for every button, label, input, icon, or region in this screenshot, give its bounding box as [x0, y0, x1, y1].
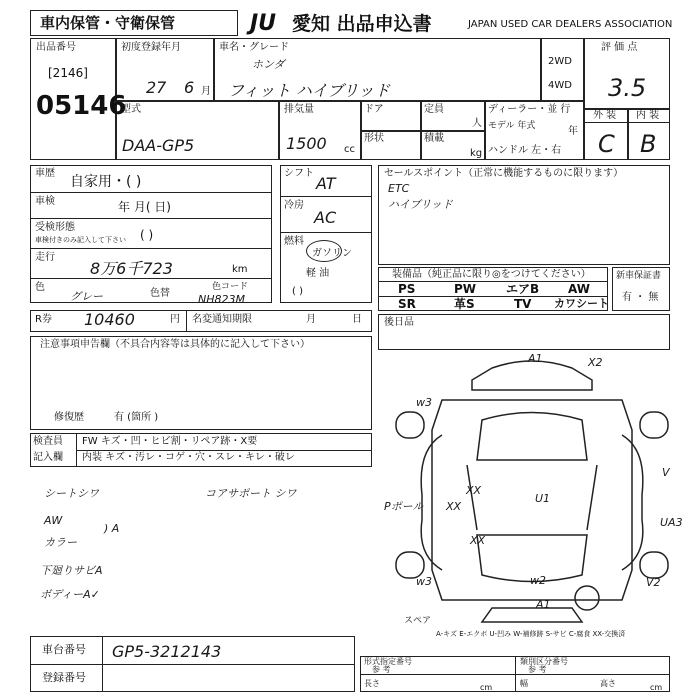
note-body: ボディーA✓ — [40, 588, 100, 601]
sales-point-label: セールスポイント（正常に機能するものに限ります） — [384, 168, 624, 179]
chassis-label: 車台番号 — [42, 643, 86, 656]
registration-year: 27 — [146, 78, 167, 97]
spec-ref-2: 参 考 — [528, 665, 547, 674]
after-day-frame — [378, 314, 670, 350]
warranty-options: 有 ・ 無 — [622, 292, 659, 303]
sales-point-item-2: ハイブリッド — [388, 198, 453, 211]
inspector-row-1: FW キズ・凹・ヒビ割・リペア跡・X要 — [82, 436, 258, 447]
equip-sr: SR — [398, 297, 416, 311]
lot-small-code: [2146] — [48, 66, 88, 80]
score-value: 3.5 — [608, 74, 647, 102]
mark-xx-low: XX — [470, 534, 486, 547]
equip-airbag: エアB — [506, 282, 540, 296]
repair-value: 有 (箇所 ) — [114, 412, 159, 423]
mark-ua3: UA3 — [660, 516, 683, 529]
note-underbody: 下廻りサビA — [40, 564, 103, 577]
shape-label: 形状 — [364, 133, 384, 144]
ju-logo: JU — [250, 11, 277, 36]
capacity-label: 定員 — [424, 104, 444, 115]
mark-w2: w2 — [530, 574, 546, 587]
equip-leather: 革S — [454, 297, 475, 311]
history-label: 車歴 — [35, 168, 55, 179]
equip-aw: AW — [568, 282, 590, 296]
mileage-value: 8万6千723 — [90, 259, 173, 278]
mark-a1-low: A1 — [536, 598, 551, 611]
type-value: DAA-GP5 — [122, 136, 195, 155]
year-unit: 年 — [568, 126, 578, 137]
aircon-label: 冷房 — [284, 200, 304, 211]
notice-label: 名変通知期限 — [192, 314, 252, 325]
equip-ps: PS — [398, 282, 416, 296]
notice-day: 日 — [352, 314, 362, 325]
spec-class-label: 類別区分番号 — [520, 657, 568, 666]
inspection-label: 車検 — [35, 196, 55, 207]
equip-tv: TV — [514, 297, 532, 311]
repair-label: 修復歴 — [54, 412, 84, 423]
load-unit: kg — [470, 148, 483, 159]
drive-2wd: 2WD — [548, 56, 572, 67]
chassis-value: GP5-3212143 — [112, 642, 222, 661]
model-maker: ホンダ — [252, 58, 285, 71]
color-change-label: 色替 — [150, 288, 170, 299]
type-label: 型式 — [121, 104, 141, 115]
spec-cm-1: cm — [480, 683, 493, 692]
displacement-label: 排気量 — [284, 104, 314, 115]
shift-label: シフト — [284, 168, 314, 179]
spec-ref-1: 参 考 — [372, 665, 391, 674]
capacity-unit: 人 — [472, 118, 482, 129]
mark-top-a1: A1 — [528, 352, 543, 365]
note-aw: AW — [44, 514, 63, 527]
fuel-paren: ( ) — [292, 286, 303, 297]
after-day-label: 後日品 — [384, 317, 414, 328]
warranty-label: 新車保証書 — [616, 271, 662, 281]
equip-seat: カワシート — [554, 297, 609, 310]
color-label: 色 — [35, 282, 45, 293]
note-color: カラー — [44, 536, 77, 549]
form-title: 愛知 出品申込書 — [292, 13, 432, 35]
mark-w3-left: w3 — [416, 396, 432, 409]
score-int-label: 内 装 — [636, 110, 660, 121]
inspector-row-2: 内装 キズ・汚レ・コゲ・穴・スレ・キレ・破レ — [82, 452, 295, 463]
lot-number: 05146 — [36, 91, 127, 121]
recycle-unit: 円 — [170, 314, 180, 325]
mark-right-v: V — [662, 466, 670, 479]
note-core-support: コアサポート シワ — [205, 487, 297, 500]
color-value: グレー — [70, 290, 103, 303]
displacement-value: 1500 — [286, 134, 327, 153]
notice-month: 月 — [306, 314, 316, 325]
score-label: 評 価 点 — [601, 42, 638, 53]
score-ext-value: C — [598, 130, 615, 158]
inspector-label-1: 検査員 — [33, 436, 63, 447]
model-year-label: モデル 年式 — [488, 121, 536, 131]
score-int-value: B — [640, 130, 657, 158]
fuel-diesel: 軽 油 — [306, 268, 330, 279]
association-name: JAPAN USED CAR DEALERS ASSOCIATION — [468, 19, 673, 30]
spec-width: 幅 — [520, 679, 528, 688]
color-code-label: 色コード — [212, 282, 249, 292]
mileage-unit: km — [232, 264, 248, 275]
note-seat-wrinkle: シートシワ — [44, 487, 99, 500]
fuel-gasoline: ガソリン — [312, 248, 352, 259]
mark-w3-low: w3 — [416, 575, 432, 588]
stamp-text: 車内保管・守衛保管 — [40, 14, 176, 32]
spec-length: 長さ — [364, 679, 380, 688]
mark-xx-mid: XX — [446, 500, 462, 513]
shift-value: AT — [316, 174, 336, 193]
load-label: 積載 — [424, 133, 444, 144]
equip-pw: PW — [454, 282, 477, 296]
displacement-unit: cc — [344, 144, 355, 155]
door-label: ドア — [364, 104, 384, 115]
inspection-value: 年 月( 日) — [118, 200, 171, 214]
damage-legend: A-キズ E-エクボ U-凹み W-補修跡 S-サビ C-腐食 XX-交換済 — [436, 630, 626, 638]
mark-center-u1: U1 — [535, 492, 551, 505]
aircon-value: AC — [314, 208, 337, 227]
spec-cm-2: cm — [650, 683, 663, 692]
registration-no-label: 登録番号 — [42, 671, 86, 684]
score-ext-label: 外 装 — [593, 110, 617, 121]
form-label: 受検形態 — [35, 222, 75, 233]
handle-label: ハンドル 左・右 — [488, 145, 562, 156]
inspector-label-2: 記入欄 — [33, 452, 63, 463]
registration-month-unit: 月 — [201, 86, 211, 97]
drive-4wd: 4WD — [548, 80, 572, 91]
mark-spare: スペア — [404, 616, 432, 626]
spec-model-label: 形式指定番号 — [364, 657, 412, 666]
form-value: ( ) — [140, 228, 154, 242]
lot-label: 出品番号 — [36, 42, 76, 53]
history-value: 自家用・( ) — [70, 174, 142, 190]
mark-top-x2: X2 — [588, 356, 603, 369]
mark-xx-top: XX — [466, 484, 482, 497]
mark-v2: V2 — [646, 576, 661, 589]
notes-label: 注意事項申告欄（不具合内容等は具体的に記入して下さい） — [40, 339, 310, 350]
recycle-label: R券 — [35, 314, 52, 325]
form-note: 車検付きのみ記入して下さい — [35, 236, 126, 244]
recycle-value: 10460 — [84, 310, 135, 329]
color-code-value: NH823M — [198, 293, 245, 306]
model-grade: フィット ハイブリッド — [228, 81, 391, 100]
spec-height: 高さ — [600, 679, 616, 688]
sales-point-item-1: ETC — [388, 182, 410, 195]
registration-month: 6 — [184, 78, 195, 97]
sales-point-frame — [378, 165, 670, 265]
note-aw-grade: ) A — [104, 522, 120, 535]
car-damage-diagram — [382, 350, 682, 650]
model-label: 車名・グレード — [219, 42, 289, 53]
mileage-label: 走行 — [35, 252, 55, 263]
dealer-label: ディーラー・並 行 — [488, 104, 571, 115]
registration-label: 初度登録年月 — [121, 42, 181, 53]
fuel-label: 燃料 — [284, 236, 304, 247]
mark-pole: Pポール — [384, 500, 424, 513]
equipment-label: 装備品（純正品に限り◎をつけてください） — [392, 269, 591, 280]
